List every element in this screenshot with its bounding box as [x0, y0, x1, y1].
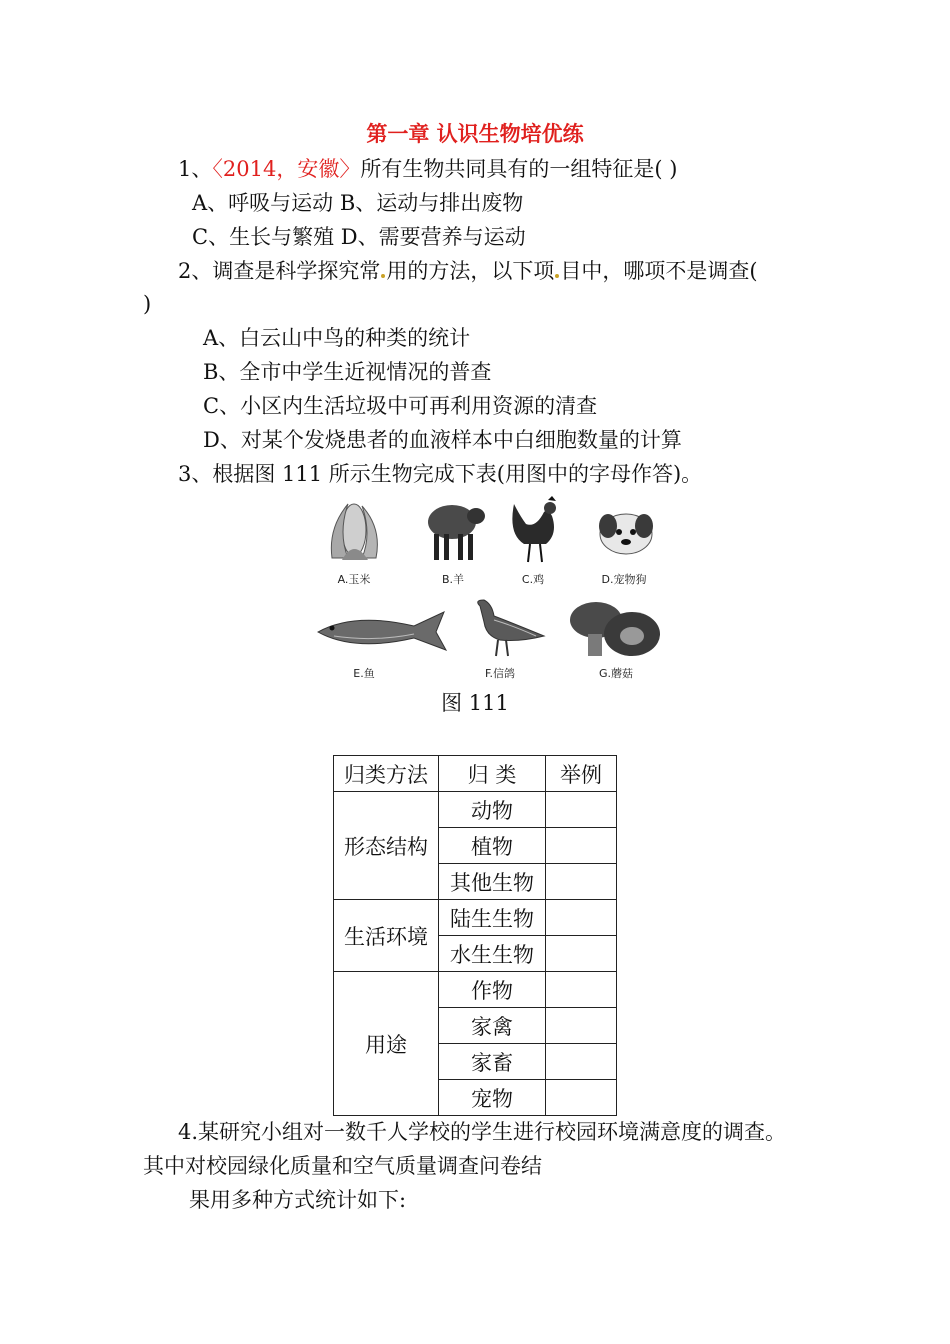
table-method-cell: 用途 [334, 972, 439, 1116]
figure-label-sheep: B.羊 [441, 573, 465, 586]
question-1-option-row: C、生长与繁殖 D、需要营养与运动 [192, 225, 526, 249]
table-row [334, 792, 617, 828]
table-category-cell: 家禽 [439, 1008, 546, 1044]
table-method-cell: 生活环境 [334, 900, 439, 972]
table-example-cell [546, 972, 617, 1008]
dog-image [594, 508, 658, 558]
table-row [334, 972, 617, 1008]
table-category-cell: 水生生物 [439, 936, 546, 972]
question-4-line: 其中对校园绿化质量和空气质量调查问卷结 [143, 1154, 542, 1178]
pigeon-image [470, 596, 548, 662]
question-1-option-row: A、呼吸与运动 B、运动与排出废物 [192, 191, 524, 215]
table-category-cell: 其他生物 [439, 864, 546, 900]
question-3-stem: 3、根据图 111 所示生物完成下表(用图中的字母作答)。 [178, 462, 703, 486]
table-example-cell [546, 936, 617, 972]
fish-image [314, 608, 450, 654]
rooster-image [504, 494, 566, 566]
table-header: 归类方法 [334, 756, 439, 792]
table-example-cell [546, 1044, 617, 1080]
page-title: 第一章 认识生物培优练 [366, 122, 584, 146]
table-example-cell [546, 900, 617, 936]
table-category-cell: 宠物 [439, 1080, 546, 1116]
table-category-cell: 动物 [439, 792, 546, 828]
question-1-text: 所有生物共同具有的一组特征是( ) [360, 157, 678, 181]
mark-dot [555, 274, 559, 278]
table-example-cell [546, 864, 617, 900]
figure-label-pigeon: F.信鸽 [484, 667, 516, 680]
question-2-option: D、对某个发烧患者的血液样本中白细胞数量的计算 [203, 428, 682, 452]
sheep-image [418, 496, 488, 564]
corn-image [318, 498, 390, 564]
classification-table [333, 755, 617, 1116]
question-2-option: C、小区内生活垃圾中可再利用资源的清查 [203, 394, 598, 418]
question-1-source: 〈2014，安徽〉 [212, 157, 361, 181]
question-4-line: 4.某研究小组对一数千人学校的学生进行校园环境满意度的调查。 [178, 1120, 787, 1144]
table-example-cell [546, 1080, 617, 1116]
table-category-cell: 陆生生物 [439, 900, 546, 936]
figure-label-rooster: C.鸡 [521, 573, 545, 586]
question-1-stem [178, 155, 677, 183]
table-category-cell: 家畜 [439, 1044, 546, 1080]
table-header-row [334, 756, 617, 792]
figure-label-dog: D.宠物狗 [601, 573, 647, 586]
figure-caption: 图 111 [441, 691, 509, 715]
table-category-cell: 植物 [439, 828, 546, 864]
figure-label-corn: A.玉米 [337, 573, 371, 586]
question-2-option: B、全市中学生近视情况的普查 [203, 360, 492, 384]
table-category-cell: 作物 [439, 972, 546, 1008]
question-2-text-part: 2、调查是科学探究常 [178, 259, 381, 283]
table-example-cell [546, 1008, 617, 1044]
question-1-number: 1、 [178, 157, 213, 181]
table-method-cell: 形态结构 [334, 792, 439, 900]
question-2-option: A、白云山中鸟的种类的统计 [203, 326, 471, 350]
table-header: 举例 [546, 756, 617, 792]
table-row [334, 900, 617, 936]
question-2-stem [178, 257, 758, 285]
mark-dot [381, 274, 385, 278]
question-4-line: 果用多种方式统计如下: [189, 1188, 407, 1212]
table-example-cell [546, 828, 617, 864]
figure-label-mushroom: G.蘑菇 [598, 667, 634, 680]
question-2-text-part: 目中，哪项不是调查( [560, 259, 758, 283]
question-2-text-part: 用的方法，以下项 [386, 259, 555, 283]
figure-label-fish: E.鱼 [353, 667, 375, 680]
table-example-cell [546, 792, 617, 828]
question-2-stem-end: ) [143, 292, 152, 316]
mushroom-image [566, 598, 664, 660]
table-header: 归 类 [439, 756, 546, 792]
